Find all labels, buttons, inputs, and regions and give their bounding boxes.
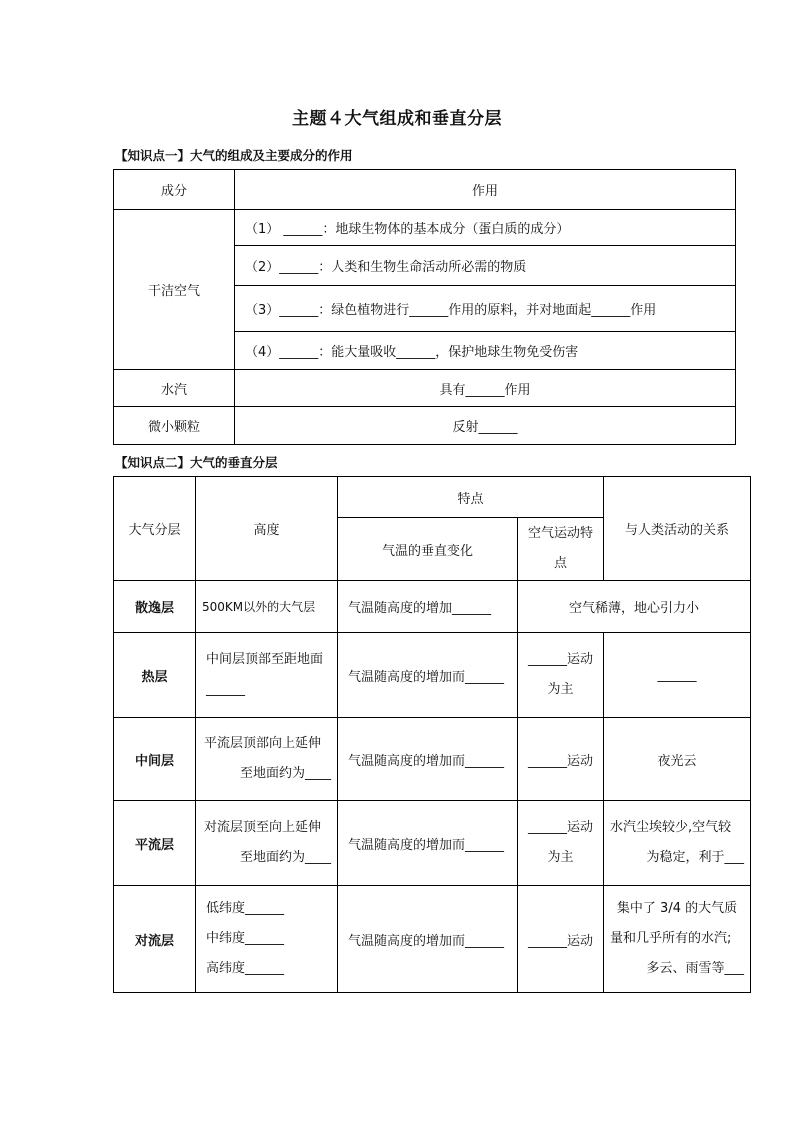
water-vapor-effect: 具有______作用 (235, 370, 736, 407)
particles-label: 微小颗粒 (114, 407, 235, 445)
temp-cell: 气温随高度的增加而______ (338, 886, 518, 993)
layer-name-stratosphere: 平流层 (114, 801, 196, 886)
header-air-motion-line: 空气运动特 (528, 526, 594, 541)
height-line: 低纬度______ (206, 901, 285, 916)
header-relation: 与人类活动的关系 (604, 477, 751, 581)
particles-effect: 反射______ (235, 407, 736, 445)
motion-cell (518, 633, 604, 718)
dry-air-label: 干洁空气 (114, 210, 235, 370)
layer-name-exosphere: 散逸层 (114, 581, 196, 633)
height-line: 至地面约为____ (239, 766, 331, 781)
relation-cell (604, 801, 751, 886)
motion-line: 为主 (547, 682, 574, 697)
relation-cell: 夜光云 (604, 718, 751, 801)
height-line: 平流层顶部向上延伸 (204, 736, 322, 751)
header-temp-change: 气温的垂直变化 (338, 518, 518, 581)
height-line: 中纬度______ (206, 931, 285, 946)
height-line: 至地面约为____ (239, 850, 331, 865)
motion-line: ______运动 (528, 652, 594, 667)
temp-cell: 气温随高度的增加______ (338, 581, 518, 633)
temp-cell: 气温随高度的增加而______ (338, 633, 518, 718)
section-heading-1: 【知识点一】大气的组成及主要成分的作用 (115, 148, 353, 163)
motion-cell (518, 801, 604, 886)
temp-cell: 气温随高度的增加而______ (338, 718, 518, 801)
layers-table (113, 476, 751, 993)
dry-air-row: （1） ______：地球生物体的基本成分（蛋白质的成分） (235, 210, 736, 246)
header-air-motion (518, 518, 604, 581)
motion-line: 为主 (547, 850, 574, 865)
merged-cell: 空气稀薄，地心引力小 (518, 581, 751, 633)
height-cell (196, 633, 338, 718)
dry-air-row: （4）______：能大量吸收______，保护地球生物免受伤害 (235, 332, 736, 370)
page-title: 主题４大气组成和垂直分层 (292, 109, 502, 129)
relation-line: 多云、雨雪等___ (646, 961, 745, 976)
layer-name-mesosphere: 中间层 (114, 718, 196, 801)
layer-name-thermosphere: 热层 (114, 633, 196, 718)
header-features: 特点 (338, 477, 604, 518)
relation-line: 为稳定，利于___ (646, 850, 745, 865)
relation-line: 量和几乎所有的水汽; (610, 931, 732, 946)
relation-cell: ______ (604, 633, 751, 718)
height-line: 对流层顶至向上延伸 (204, 820, 322, 835)
height-cell (196, 718, 338, 801)
height-cell (196, 801, 338, 886)
section-heading-2: 【知识点二】大气的垂直分层 (115, 455, 278, 470)
header-function: 作用 (235, 170, 736, 210)
dry-air-row: （2）______：人类和生物生命活动所必需的物质 (235, 246, 736, 286)
header-layer: 大气分层 (114, 477, 196, 581)
header-height: 高度 (196, 477, 338, 581)
header-component: 成分 (114, 170, 235, 210)
height-line: ______ (206, 682, 245, 697)
dry-air-row: （3）______：绿色植物进行______作用的原料，并对地面起______作用 (235, 286, 736, 332)
relation-cell (604, 886, 751, 993)
relation-line: 集中了 3/4 的大气质 (616, 901, 738, 916)
layer-name-troposphere: 对流层 (114, 886, 196, 993)
height-cell (196, 886, 338, 993)
height-line: 中间层顶部至距地面 (206, 652, 324, 667)
motion-cell: ______运动 (518, 718, 604, 801)
relation-line: 水汽尘埃较少,空气较 (610, 820, 732, 835)
header-air-motion-line: 点 (554, 556, 568, 571)
temp-cell: 气温随高度的增加而______ (338, 801, 518, 886)
composition-table (113, 169, 736, 445)
height-line: 高纬度______ (206, 961, 285, 976)
motion-line: ______运动 (528, 820, 594, 835)
height-cell: 500KM以外的大气层 (196, 581, 338, 633)
water-vapor-label: 水汽 (114, 370, 235, 407)
motion-cell: ______运动 (518, 886, 604, 993)
